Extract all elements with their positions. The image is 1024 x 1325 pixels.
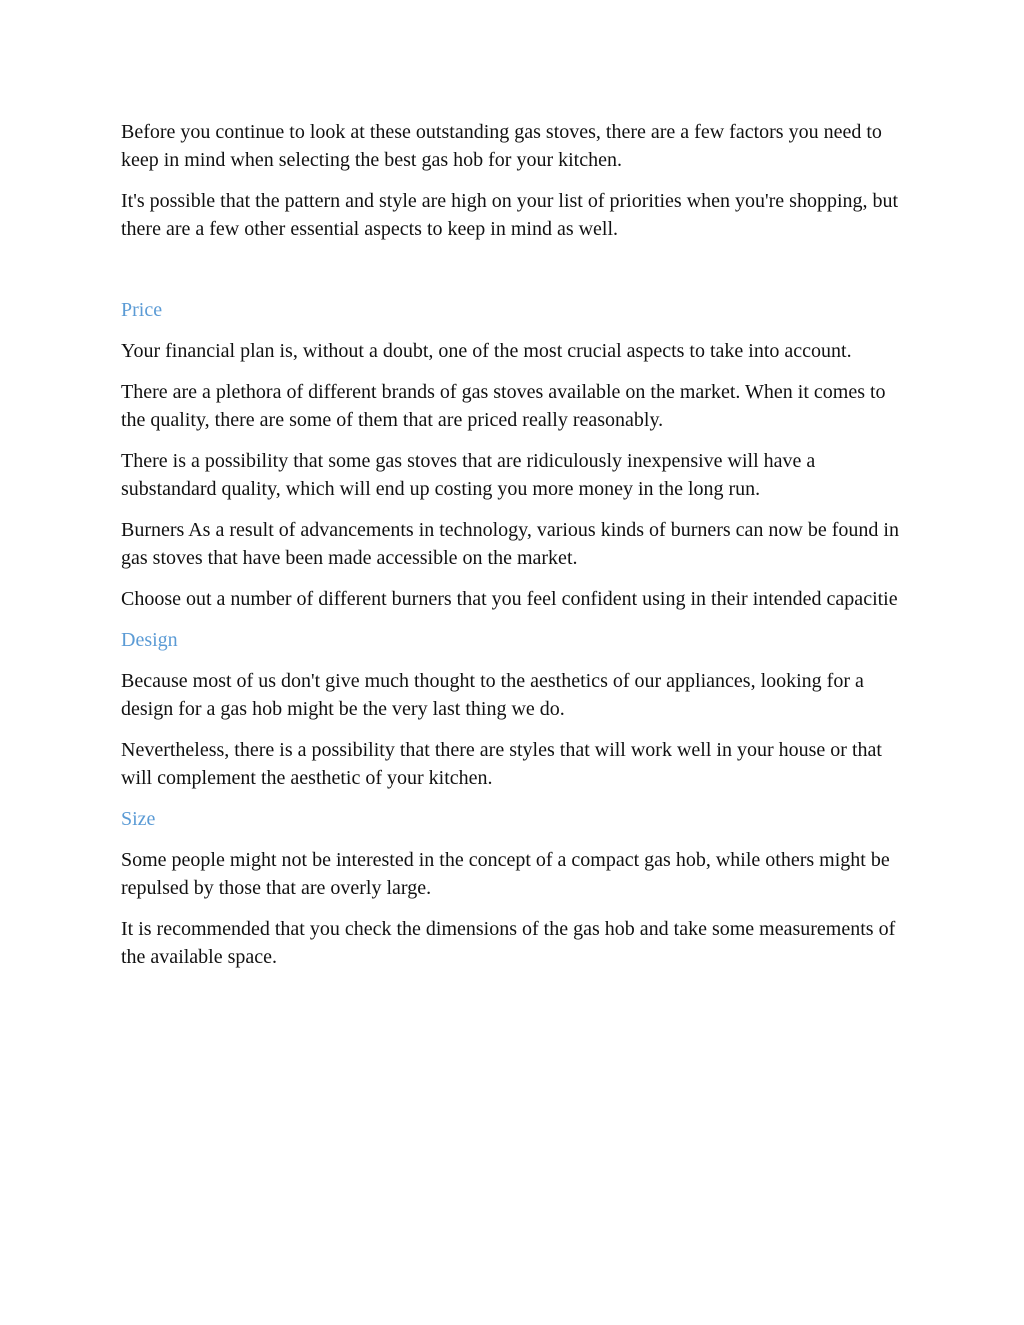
section-size (121, 805, 911, 971)
section-heading-design: Design (121, 629, 178, 651)
size-paragraph-2: It is recommended that you check the dimensions of the gas hob and take some measurements of the available space. (121, 918, 896, 968)
intro-paragraph-2: It's possible that the pattern and style are high on your list of priorities when you're shopping, but there are a few other essential aspects to keep in mind as well. (121, 190, 899, 240)
design-paragraph-2: Nevertheless, there is a possibility that there are styles that will work well in your house or that will complement the aesthetic of your kitchen. (121, 739, 882, 789)
document-page (121, 118, 911, 984)
section-design (121, 626, 911, 792)
spacer (121, 256, 911, 296)
price-paragraph-4: Burners As a result of advancements in technology, various kinds of burners can now be found in gas stoves that have been made accessible on the market. (121, 519, 899, 569)
price-paragraph-2: There are a plethora of different brands of gas stoves available on the market. When it comes to the quality, there are some of them that are priced really reasonably. (121, 381, 886, 431)
section-price (121, 296, 911, 613)
price-paragraph-5: Choose out a number of different burners that you feel confident using in their intended capacitie (121, 588, 898, 610)
price-paragraph-3: There is a possibility that some gas stoves that are ridiculously inexpensive will have a substandard quality, which will end up costing you more money in the long run. (121, 450, 816, 500)
size-paragraph-1: Some people might not be interested in the concept of a compact gas hob, while others might be repulsed by those that are overly large. (121, 849, 890, 899)
price-paragraph-1: Your financial plan is, without a doubt, one of the most crucial aspects to take into account. (121, 340, 852, 362)
section-heading-price: Price (121, 299, 163, 321)
design-paragraph-1: Because most of us don't give much thought to the aesthetics of our appliances, looking for a design for a gas hob might be the very last thing we do. (121, 670, 864, 720)
section-heading-size: Size (121, 808, 156, 830)
intro-paragraph-1: Before you continue to look at these outstanding gas stoves, there are a few factors you need to keep in mind when selecting the best gas hob for your kitchen. (121, 121, 882, 171)
